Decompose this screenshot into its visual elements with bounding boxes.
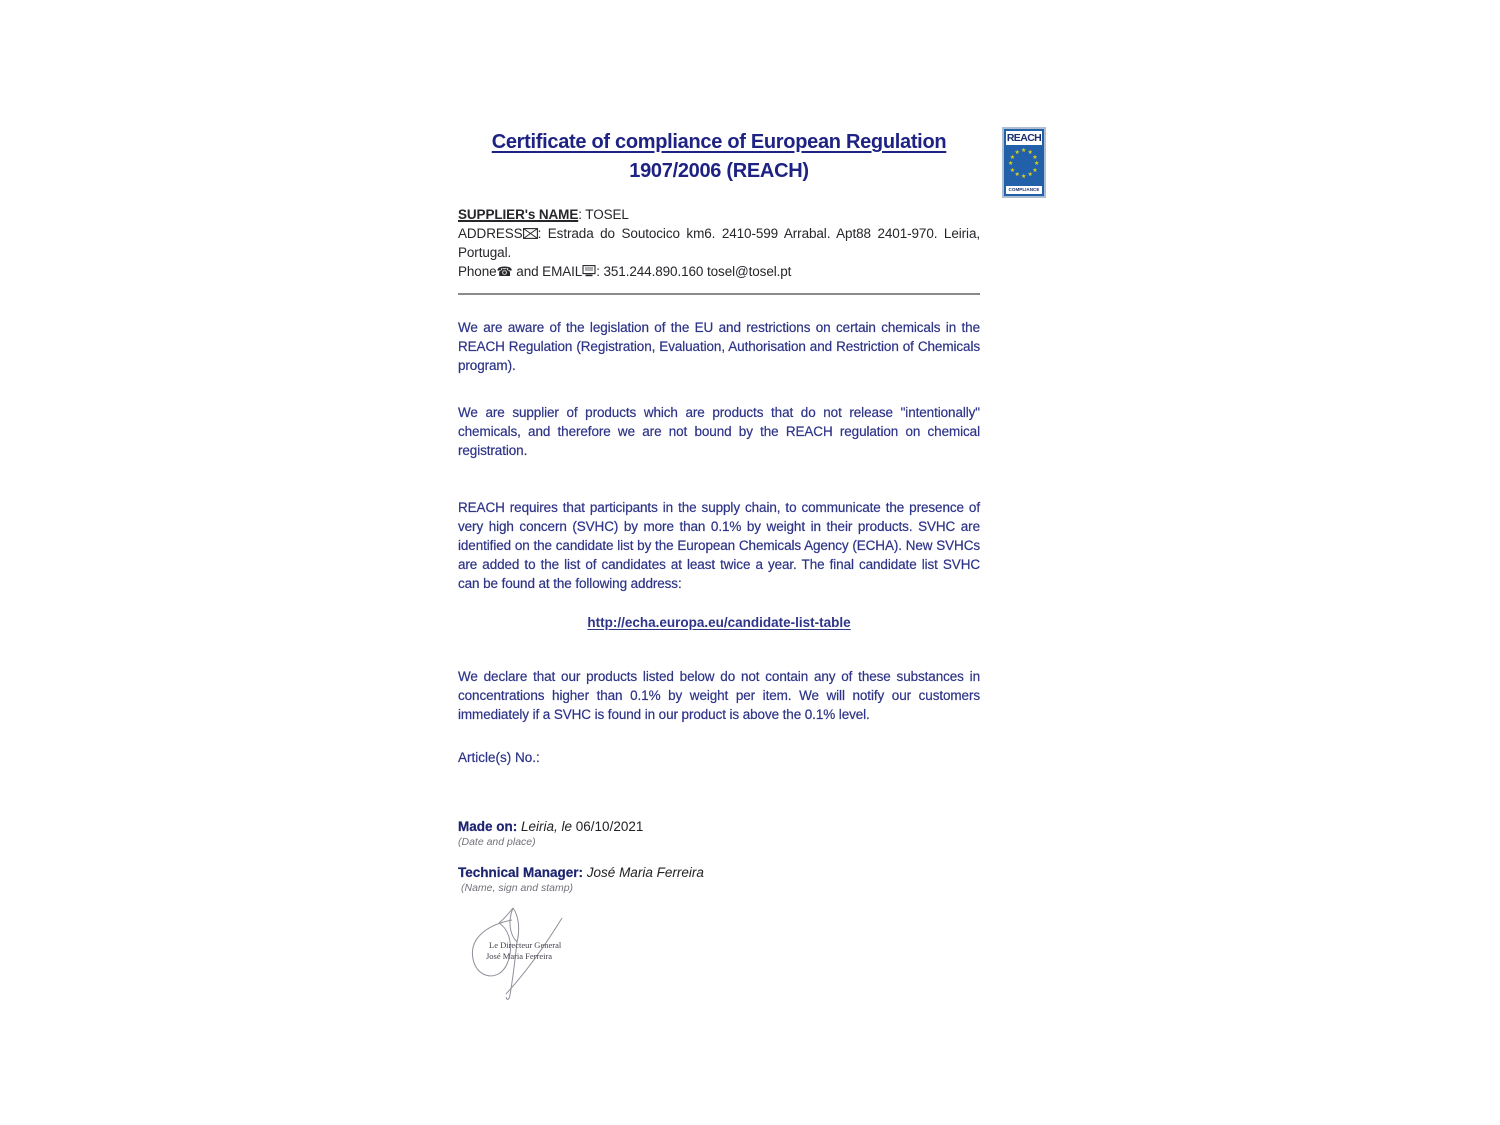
supplier-info <box>458 206 980 282</box>
divider-rule <box>458 293 980 295</box>
eu-star-icon: ★ <box>1021 148 1027 154</box>
eu-star-icon: ★ <box>1009 167 1016 174</box>
envelope-icon <box>523 226 538 245</box>
address-label: ADDRESS <box>458 225 523 241</box>
eu-star-icon: ★ <box>1027 172 1033 179</box>
signature-name-text: José Maria Ferreira <box>486 951 553 961</box>
supplier-address-line <box>458 225 980 263</box>
supplier-name-line <box>458 206 980 225</box>
title-line1 <box>458 128 980 157</box>
supplier-contact-line <box>458 263 980 283</box>
made-on-block <box>458 818 980 850</box>
technical-manager-note: (Name, sign and stamp) <box>461 882 574 894</box>
document-title <box>458 128 980 186</box>
eu-stars-icon <box>1004 145 1044 185</box>
computer-icon <box>582 264 596 283</box>
reach-compliance-logo <box>1002 127 1046 198</box>
eu-star-icon: ★ <box>1008 161 1014 167</box>
technical-manager-name: José Maria Ferreira <box>583 865 704 880</box>
eu-star-icon: ★ <box>1021 174 1027 180</box>
signature-title-text: Le Directeur General <box>489 940 562 950</box>
paragraph-reach-requirements: REACH requires that participants in the supply chain, to communicate the presence of very high concern (SVHC) by more than 0.1% by weight in their products. SVHC are identified on the candidate list by the European Chemicals Agency (ECHA). New SVHCs are added to the list of candidates at least twice a year. The final candidate list SVHC can be found at the following address: <box>458 500 980 591</box>
article-number-label: Article(s) No.: <box>458 750 540 765</box>
signature-flourish <box>452 898 577 1018</box>
eu-star-icon: ★ <box>1027 149 1033 156</box>
eu-star-icon: ★ <box>1034 161 1040 167</box>
paragraph-supplier-statement: We are supplier of products which are products that do not release "intentionally" chemicals, and therefore we are not bound by the REACH regulation on chemical registration. <box>458 405 980 458</box>
eu-star-icon: ★ <box>1009 154 1016 161</box>
title-line2: 1907/2006 (REACH) <box>629 160 809 182</box>
address-value: : Estrada do Soutocico km6. 2410-599 Arrabal. Apt88 2401-970. Leiria, Portugal. <box>458 225 980 260</box>
technical-manager-line <box>458 864 980 881</box>
made-on-label: Made on: <box>458 819 518 834</box>
technical-manager-block <box>458 864 980 896</box>
eu-star-icon: ★ <box>1032 154 1038 161</box>
paragraph-awareness: We are aware of the legislation of the EU and restrictions on certain chemicals in the REACH Regulation (Registration, Evaluation, Authorisation and Restriction of Chemicals program). <box>458 320 980 373</box>
email-label: and EMAIL <box>512 263 583 279</box>
eu-star-icon: ★ <box>1032 167 1038 174</box>
made-on-line <box>458 818 980 835</box>
eu-star-icon: ★ <box>1014 172 1020 179</box>
logo-compliance-label: COMPLIANCE <box>1006 186 1042 194</box>
candidate-list-link-row <box>458 614 980 632</box>
eu-star-icon: ★ <box>1014 149 1020 156</box>
made-on-date: 06/10/2021 <box>572 819 644 834</box>
contact-value: : 351.244.890.160 tosel@tosel.pt <box>596 263 792 279</box>
logo-reach-label: REACH <box>1006 132 1042 144</box>
candidate-list-link[interactable]: http://echa.europa.eu/candidate-list-table <box>587 615 851 630</box>
technical-manager-label: Technical Manager: <box>458 865 584 880</box>
phone-label: Phone <box>458 263 497 279</box>
phone-icon: ☎ <box>496 264 513 280</box>
signature-area <box>452 898 577 1018</box>
title-line1-text: Certificate of compliance of European Regulation <box>491 131 947 153</box>
supplier-name-value: : TOSEL <box>578 207 629 222</box>
made-on-note: (Date and place) <box>458 836 536 848</box>
supplier-name-label: SUPPLIER's NAME <box>458 207 579 222</box>
made-on-place: Leiria, le <box>517 819 573 834</box>
paragraph-declaration: We declare that our products listed below do not contain any of these substances in concentrations higher than 0.1% by weight per item. We will notify our customers immediately if a SVHC is found in our product is above the 0.1% level. <box>458 669 980 722</box>
